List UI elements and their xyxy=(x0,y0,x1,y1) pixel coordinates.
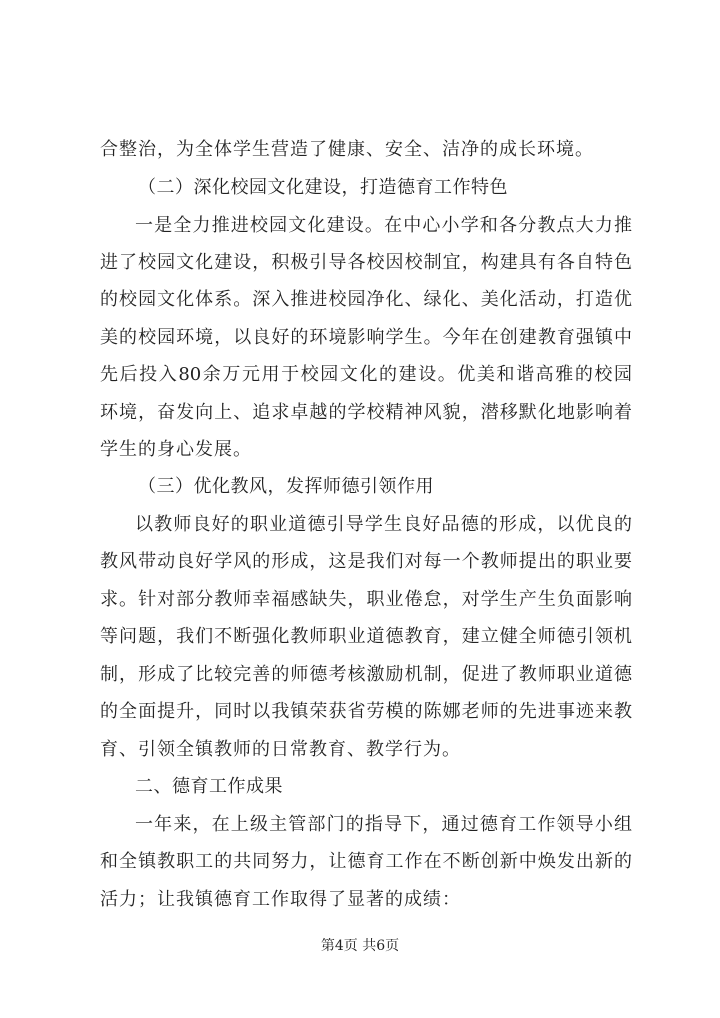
paragraph-line: 以教师良好的职业道德引导学生良好品德的形成，以优良的 xyxy=(135,514,632,535)
page-number-footer: 第4页 共6页 xyxy=(320,938,400,954)
paragraph-line: 一年来，在上级主管部门的指导下，通过德育工作领导小组 xyxy=(135,814,632,835)
paragraph-line: 一是全力推进校园文化建设。在中心小学和各分教点大力推 xyxy=(135,215,632,236)
paragraph-line: 和全镇教职工的共同努力，让德育工作在不断创新中焕发出新的 xyxy=(100,851,632,872)
paragraph-line: 学生的身心发展。 xyxy=(100,439,252,460)
paragraph-line: 合整治，为全体学生营造了健康、安全、洁净的成长环境。 xyxy=(100,139,594,160)
section-heading: 二、德育工作成果 xyxy=(135,776,283,797)
paragraph-line: 制，形成了比较完善的师德考核激励机制，促进了教师职业道德 xyxy=(100,664,632,685)
paragraph-line: 教风带动良好学风的形成，这是我们对每一个教师提出的职业要 xyxy=(100,551,632,572)
paragraph-line: 环境，奋发向上、追求卓越的学校精神风貌，潜移默化地影响着 xyxy=(100,402,632,423)
paragraph-line: 美的校园环境，以良好的环境影响学生。今年在创建教育强镇中 xyxy=(100,327,632,348)
section-heading: （二）深化校园文化建设，打造德育工作特色 xyxy=(138,177,508,198)
paragraph-line: 求。针对部分教师幸福感缺失，职业倦怠，对学生产生负面影响 xyxy=(100,589,632,610)
paragraph-line: 进了校园文化建设，积极引导各校因校制宜，构建具有各自特色 xyxy=(100,252,632,273)
paragraph-line: 等问题，我们不断强化教师职业道德教育，建立健全师德引领机 xyxy=(100,626,632,647)
paragraph-line: 的全面提升，同时以我镇荣获省劳模的陈娜老师的先进事迹来教 xyxy=(100,701,632,722)
paragraph-line: 的校园文化体系。深入推进校园净化、绿化、美化活动，打造优 xyxy=(100,289,632,310)
paragraph-line: 先后投入80余万元用于校园文化的建设。优美和谐高雅的校园 xyxy=(100,364,632,385)
paragraph-line: 活力；让我镇德育工作取得了显著的成绩： xyxy=(100,889,461,910)
section-heading: （三）优化教风，发挥师德引领作用 xyxy=(138,476,434,497)
paragraph-line: 育、引领全镇教师的日常教育、教学行为。 xyxy=(100,739,461,760)
